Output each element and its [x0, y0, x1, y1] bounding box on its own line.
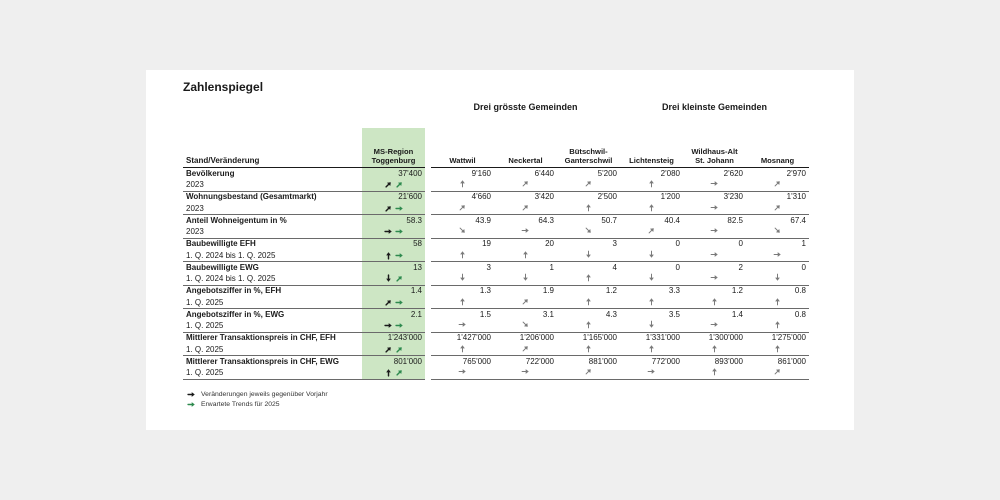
arrow-group — [384, 321, 404, 330]
arrow-right-icon — [395, 251, 404, 260]
municipality-arrow — [683, 367, 746, 379]
legend-item-change — [187, 390, 328, 399]
municipality-value: 0.8 — [794, 309, 806, 319]
municipality-name-line: Wattwil — [449, 156, 476, 165]
row-label: Wohnungsbestand (Gesamtmarkt) — [186, 192, 317, 202]
row-label: Angebotsziffer in %, EFH — [186, 286, 282, 296]
ms-region-arrows — [362, 297, 425, 309]
municipality-arrow — [557, 203, 620, 215]
table-body — [183, 168, 809, 380]
municipality-arrow — [746, 320, 809, 332]
row-period: 2023 — [183, 179, 362, 191]
ms-region-line2: Toggenburg — [371, 156, 416, 165]
column-header-municipality — [494, 128, 557, 168]
municipality-arrow — [620, 250, 683, 262]
arrow-up-icon — [584, 273, 593, 282]
ms-region-arrows — [362, 344, 425, 356]
municipality-value: 1.3 — [479, 286, 491, 296]
municipality-value: 3.1 — [542, 309, 554, 319]
municipality-value: 772'000 — [651, 356, 680, 366]
municipality-value: 1.9 — [542, 286, 554, 296]
ms-region-arrows — [362, 273, 425, 285]
municipality-value: 3 — [486, 262, 491, 272]
arrow-up-icon — [773, 320, 782, 329]
municipality-arrow — [431, 250, 494, 262]
legend-text: Erwartete Trends für 2025 — [201, 401, 280, 408]
municipality-arrow — [620, 273, 683, 285]
municipality-value: 3 — [612, 239, 617, 249]
arrow-down-icon — [647, 320, 656, 329]
arrow-up-right-icon — [773, 367, 782, 376]
table-row — [183, 262, 809, 274]
municipality-arrow — [746, 273, 809, 285]
municipality-value: 2 — [738, 262, 743, 272]
row-label: Angebotsziffer in %, EWG — [186, 309, 285, 319]
table-row-trend — [183, 179, 809, 191]
ms-region-value: 58 — [362, 238, 425, 250]
municipality-arrow — [683, 320, 746, 332]
municipality-arrow — [746, 226, 809, 238]
municipality-arrow — [557, 273, 620, 285]
municipality-value: 1 — [549, 262, 554, 272]
arrow-up-icon — [773, 344, 782, 353]
municipality-value: 4 — [612, 262, 617, 272]
municipality-arrow — [431, 297, 494, 309]
municipality-arrow — [557, 344, 620, 356]
arrow-right-icon — [710, 250, 719, 259]
row-period: 2023 — [183, 203, 362, 215]
municipality-value: 1'200 — [660, 192, 680, 202]
municipality-arrow — [746, 179, 809, 191]
arrow-up-right-icon — [395, 180, 404, 189]
ms-region-value: 37'400 — [362, 168, 425, 180]
arrow-up-right-icon — [395, 345, 404, 354]
ms-region-value: 1'243'000 — [362, 332, 425, 344]
arrow-up-right-icon — [384, 345, 393, 354]
municipality-arrow — [557, 297, 620, 309]
arrow-up-right-icon — [384, 204, 393, 213]
municipality-value: 765'000 — [462, 356, 491, 366]
arrow-right-icon — [521, 367, 530, 376]
column-header-municipality — [620, 128, 683, 168]
municipality-arrow — [746, 344, 809, 356]
arrow-up-icon — [647, 297, 656, 306]
municipality-arrow — [494, 203, 557, 215]
table-row-trend — [183, 320, 809, 332]
ms-region-arrows — [362, 179, 425, 191]
right-arrow-green-icon — [187, 400, 196, 409]
municipality-arrow — [620, 344, 683, 356]
arrow-up-right-icon — [584, 179, 593, 188]
arrow-right-icon — [521, 226, 530, 235]
municipality-value: 0 — [738, 239, 743, 249]
municipality-value: 6'440 — [534, 168, 554, 178]
arrow-right-icon — [395, 204, 404, 213]
municipality-arrow — [557, 179, 620, 191]
arrow-up-right-icon — [395, 274, 404, 283]
ms-region-value: 58.3 — [362, 215, 425, 227]
municipality-value: 1'275'000 — [771, 333, 806, 343]
table-row — [183, 191, 809, 203]
column-header-label: Stand/Veränderung — [183, 128, 362, 168]
legend-item-trend — [187, 400, 280, 409]
arrow-up-icon — [458, 344, 467, 353]
arrow-up-right-icon — [584, 367, 593, 376]
group-header-smallest: Drei kleinste Gemeinden — [661, 102, 768, 112]
municipality-value: 1.2 — [731, 286, 743, 296]
municipality-arrow — [620, 297, 683, 309]
municipality-value: 19 — [482, 239, 491, 249]
municipality-arrow — [494, 367, 557, 379]
arrow-group — [384, 298, 404, 307]
arrow-right-icon — [710, 273, 719, 282]
municipality-arrow — [683, 179, 746, 191]
arrow-down-icon — [647, 250, 656, 259]
arrow-up-icon — [458, 250, 467, 259]
municipality-name-line: Ganterschwil — [564, 156, 613, 165]
municipality-arrow — [494, 273, 557, 285]
arrow-group — [384, 251, 404, 260]
municipality-arrow — [620, 320, 683, 332]
table-row-trend — [183, 297, 809, 309]
municipality-arrow — [683, 344, 746, 356]
table-row-trend — [183, 226, 809, 238]
arrow-down-icon — [584, 250, 593, 259]
municipality-arrow — [431, 179, 494, 191]
arrow-right-icon — [458, 367, 467, 376]
municipality-value: 1 — [801, 239, 806, 249]
municipality-value: 1.2 — [605, 286, 617, 296]
row-label: Baubewilligte EFH — [186, 239, 256, 249]
municipality-value: 1'427'000 — [456, 333, 491, 343]
arrow-right-icon — [773, 250, 782, 259]
arrow-up-icon — [584, 203, 593, 212]
row-label: Mittlerer Transaktionspreis in CHF, EFH — [186, 333, 336, 343]
municipality-value: 0 — [801, 262, 806, 272]
municipality-value: 722'000 — [525, 356, 554, 366]
data-table — [183, 128, 809, 380]
arrow-up-right-icon — [521, 344, 530, 353]
municipality-value: 881'000 — [588, 356, 617, 366]
ms-region-arrows — [362, 203, 425, 215]
arrow-down-icon — [647, 273, 656, 282]
table-row — [183, 332, 809, 344]
municipality-name-line: Bütschwil- — [569, 147, 608, 156]
arrow-up-right-icon — [458, 203, 467, 212]
arrow-group — [384, 227, 404, 236]
arrow-up-icon — [458, 179, 467, 188]
arrow-up-icon — [584, 297, 593, 306]
page-title: Zahlenspiegel — [183, 80, 264, 94]
municipality-name-line: Neckertal — [508, 156, 543, 165]
arrow-up-right-icon — [521, 297, 530, 306]
municipality-arrow — [494, 320, 557, 332]
municipality-arrow — [620, 179, 683, 191]
arrow-right-icon — [710, 320, 719, 329]
column-header-ms-region — [362, 128, 425, 168]
municipality-value: 1.4 — [731, 309, 743, 319]
arrow-group — [384, 368, 404, 377]
arrow-up-right-icon — [773, 203, 782, 212]
municipality-value: 0.8 — [794, 286, 806, 296]
municipality-value: 64.3 — [538, 215, 554, 225]
ms-region-value: 801'000 — [362, 356, 425, 368]
table-row-trend — [183, 203, 809, 215]
arrow-up-icon — [384, 251, 393, 260]
ms-region-value: 2.1 — [362, 309, 425, 321]
arrow-right-icon — [710, 226, 719, 235]
row-label: Mittlerer Transaktionspreis in CHF, EWG — [186, 356, 339, 366]
table-row-trend — [183, 367, 809, 379]
municipality-arrow — [494, 226, 557, 238]
arrow-right-icon — [395, 321, 404, 330]
arrow-up-right-icon — [773, 179, 782, 188]
arrow-right-icon — [384, 321, 393, 330]
municipality-value: 1'165'000 — [582, 333, 617, 343]
arrow-right-icon — [458, 320, 467, 329]
arrow-up-icon — [384, 368, 393, 377]
table-row — [183, 285, 809, 297]
ms-region-line1: MS-Region — [373, 147, 414, 156]
municipality-value: 2'080 — [660, 168, 680, 178]
ms-region-arrows — [362, 250, 425, 262]
arrow-down-right-icon — [458, 226, 467, 235]
municipality-arrow — [431, 273, 494, 285]
ms-region-arrows — [362, 320, 425, 332]
municipality-value: 3.3 — [668, 286, 680, 296]
municipality-value: 3.5 — [668, 309, 680, 319]
municipality-value: 1'331'000 — [645, 333, 680, 343]
arrow-up-right-icon — [521, 203, 530, 212]
municipality-value: 3'230 — [723, 192, 743, 202]
municipality-arrow — [683, 203, 746, 215]
municipality-value: 50.7 — [601, 215, 617, 225]
legend-text: Veränderungen jeweils gegenüber Vorjahr — [201, 391, 328, 398]
arrow-down-right-icon — [773, 226, 782, 235]
municipality-value: 4.3 — [605, 309, 617, 319]
municipality-value: 1.5 — [479, 309, 491, 319]
arrow-right-icon — [384, 227, 393, 236]
table-row — [183, 238, 809, 250]
municipality-value: 20 — [545, 239, 554, 249]
arrow-down-right-icon — [521, 320, 530, 329]
arrow-down-icon — [384, 274, 393, 283]
municipality-value: 82.5 — [727, 215, 743, 225]
municipality-value: 2'500 — [597, 192, 617, 202]
municipality-arrow — [683, 250, 746, 262]
municipality-arrow — [494, 250, 557, 262]
municipality-value: 3'420 — [534, 192, 554, 202]
arrow-right-icon — [710, 179, 719, 188]
arrow-up-icon — [521, 250, 530, 259]
arrow-up-icon — [773, 297, 782, 306]
arrow-right-icon — [395, 298, 404, 307]
table-row — [183, 215, 809, 227]
table-row-trend — [183, 250, 809, 262]
group-header-largest: Drei grösste Gemeinden — [473, 102, 578, 112]
municipality-name-line: Mosnang — [760, 156, 795, 165]
municipality-arrow — [683, 273, 746, 285]
right-arrow-black-icon — [187, 390, 196, 399]
ms-region-value: 13 — [362, 262, 425, 274]
arrow-up-right-icon — [384, 180, 393, 189]
municipality-value: 43.9 — [475, 215, 491, 225]
row-period: 2023 — [183, 226, 362, 238]
arrow-group — [384, 204, 404, 213]
row-period: 1. Q. 2025 — [183, 367, 362, 379]
municipality-value: 4'660 — [471, 192, 491, 202]
table-row — [183, 309, 809, 321]
municipality-value: 0 — [675, 262, 680, 272]
municipality-arrow — [746, 297, 809, 309]
arrow-down-icon — [458, 273, 467, 282]
municipality-arrow — [683, 226, 746, 238]
municipality-value: 67.4 — [790, 215, 806, 225]
row-label: Anteil Wohneigentum in % — [186, 215, 287, 225]
row-label: Bevölkerung — [186, 168, 235, 178]
ms-region-arrows — [362, 367, 425, 379]
municipality-arrow — [494, 297, 557, 309]
row-period: 1. Q. 2024 bis 1. Q. 2025 — [183, 273, 362, 285]
arrow-up-icon — [647, 203, 656, 212]
arrow-group — [384, 180, 404, 189]
municipality-arrow — [557, 320, 620, 332]
municipality-value: 0 — [675, 239, 680, 249]
arrow-up-icon — [710, 297, 719, 306]
municipality-value: 5'200 — [597, 168, 617, 178]
arrow-down-icon — [773, 273, 782, 282]
municipality-value: 1'206'000 — [519, 333, 554, 343]
municipality-arrow — [557, 250, 620, 262]
arrow-up-right-icon — [521, 179, 530, 188]
municipality-arrow — [494, 344, 557, 356]
municipality-value: 1'310 — [786, 192, 806, 202]
municipality-value: 2'620 — [723, 168, 743, 178]
municipality-arrow — [431, 226, 494, 238]
municipality-name-line: Lichtensteig — [629, 156, 674, 165]
arrow-up-right-icon — [384, 298, 393, 307]
arrow-up-icon — [584, 344, 593, 353]
column-header-municipality — [683, 128, 746, 168]
table-row — [183, 168, 809, 180]
table-row-trend — [183, 273, 809, 285]
arrow-right-icon — [710, 203, 719, 212]
municipality-value: 1'300'000 — [708, 333, 743, 343]
municipality-arrow — [620, 367, 683, 379]
table-row-trend — [183, 344, 809, 356]
municipality-arrow — [746, 203, 809, 215]
ms-region-arrows — [362, 226, 425, 238]
municipality-arrow — [431, 367, 494, 379]
municipality-name-line: Wildhaus-Alt — [691, 147, 738, 156]
column-header-municipality — [557, 128, 620, 168]
column-header-municipality — [746, 128, 809, 168]
arrow-group — [384, 345, 404, 354]
arrow-up-icon — [458, 297, 467, 306]
row-label: Baubewilligte EWG — [186, 262, 259, 272]
row-period: 1. Q. 2025 — [183, 320, 362, 332]
municipality-arrow — [683, 297, 746, 309]
arrow-group — [384, 274, 404, 283]
municipality-value: 861'000 — [777, 356, 806, 366]
municipality-value: 893'000 — [714, 356, 743, 366]
row-period: 1. Q. 2024 bis 1. Q. 2025 — [183, 250, 362, 262]
arrow-up-icon — [647, 179, 656, 188]
row-period: 1. Q. 2025 — [183, 297, 362, 309]
municipality-value: 2'970 — [786, 168, 806, 178]
ms-region-value: 21'600 — [362, 191, 425, 203]
municipality-arrow — [746, 367, 809, 379]
arrow-down-icon — [521, 273, 530, 282]
arrow-up-right-icon — [647, 226, 656, 235]
municipality-arrow — [494, 179, 557, 191]
municipality-arrow — [431, 344, 494, 356]
municipality-value: 9'160 — [471, 168, 491, 178]
arrow-down-right-icon — [584, 226, 593, 235]
arrow-right-icon — [395, 227, 404, 236]
zahlenspiegel-card — [146, 70, 854, 430]
row-period: 1. Q. 2025 — [183, 344, 362, 356]
arrow-up-icon — [647, 344, 656, 353]
municipality-arrow — [557, 367, 620, 379]
column-header-municipality — [431, 128, 494, 168]
municipality-arrow — [557, 226, 620, 238]
ms-region-value: 1.4 — [362, 285, 425, 297]
table-row — [183, 356, 809, 368]
municipality-name-line: St. Johann — [695, 156, 734, 165]
arrow-right-icon — [647, 367, 656, 376]
municipality-arrow — [431, 320, 494, 332]
arrow-up-icon — [710, 367, 719, 376]
municipality-arrow — [620, 226, 683, 238]
arrow-up-right-icon — [395, 368, 404, 377]
municipality-value: 40.4 — [664, 215, 680, 225]
municipality-arrow — [620, 203, 683, 215]
arrow-up-icon — [584, 320, 593, 329]
municipality-arrow — [431, 203, 494, 215]
municipality-arrow — [746, 250, 809, 262]
arrow-up-icon — [710, 344, 719, 353]
